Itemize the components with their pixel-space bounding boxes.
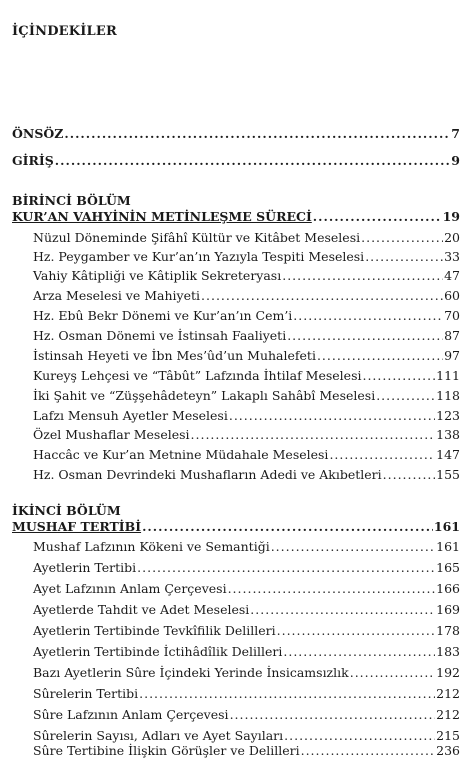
leader-dots	[313, 210, 442, 224]
toc-section-page: 161	[433, 519, 460, 534]
toc-entry[interactable]	[33, 645, 460, 659]
toc-entry[interactable]	[33, 744, 460, 758]
toc-entry-title: Nüzul Döneminde Şifâhî Kültür ve Kitâbet Meselesi	[33, 230, 361, 245]
leader-dots	[376, 389, 435, 403]
toc-entry[interactable]	[33, 687, 460, 701]
part-label: BİRİNCİ BÖLÜM	[12, 193, 131, 208]
leader-dots	[361, 231, 443, 245]
toc-entry-page: 111	[436, 368, 460, 383]
leader-dots	[283, 645, 435, 659]
leader-dots	[201, 289, 443, 303]
toc-entry-title: Sûre Tertibine İlişkin Görüşler ve Delilleri	[33, 743, 300, 758]
leader-dots	[301, 744, 436, 758]
toc-entry-page: 20	[444, 230, 460, 245]
toc-entry-page: 33	[444, 249, 460, 264]
leader-dots	[229, 409, 435, 423]
toc-entry[interactable]	[33, 269, 460, 283]
toc-entry[interactable]	[33, 349, 460, 363]
toc-entry-page: 123	[436, 408, 460, 423]
toc-entry-page: 178	[436, 623, 460, 638]
leader-dots	[137, 561, 435, 575]
toc-entry-title: İki Şahit ve “Züşşehâdeteyn” Lakaplı Sahâbî Meselesi	[33, 388, 376, 403]
leader-dots	[383, 468, 435, 482]
leader-dots	[329, 448, 435, 462]
leader-dots	[293, 309, 443, 323]
toc-entry-page: 138	[436, 427, 460, 442]
toc-entry-page: 236	[436, 743, 460, 758]
toc-entry-page: 60	[444, 288, 460, 303]
toc-entry-title: Hz. Peygamber ve Kur’an’ın Yazıyla Tespiti Meselesi	[33, 249, 365, 264]
toc-entry-title: Hz. Osman Dönemi ve İstinsah Faaliyeti	[33, 328, 287, 343]
toc-entry[interactable]	[33, 540, 460, 554]
toc-entry-title: Mushaf Lafzının Kökeni ve Semantiği	[33, 539, 270, 554]
leader-dots	[282, 269, 443, 283]
toc-entry[interactable]	[33, 289, 460, 303]
toc-entry-title: Ayetlerin Tertibi	[33, 560, 137, 575]
toc-entry-page: 97	[444, 348, 460, 363]
toc-section-title: MUSHAF TERTİBİ	[12, 519, 142, 534]
toc-entry-title: Ayet Lafzının Anlam Çerçevesi	[33, 581, 227, 596]
toc-entry-page: 165	[436, 560, 460, 575]
toc-entry[interactable]	[33, 708, 460, 722]
toc-entry-page: 118	[436, 388, 460, 403]
leader-dots	[55, 154, 451, 168]
toc-entry-page: 161	[436, 539, 460, 554]
toc-entry[interactable]	[33, 468, 460, 482]
toc-entry-page: 9	[451, 153, 460, 168]
toc-entry[interactable]	[33, 389, 460, 403]
toc-entry[interactable]	[33, 624, 460, 638]
leader-dots	[250, 603, 435, 617]
leader-dots	[284, 729, 435, 743]
toc-entry-title: Bazı Ayetlerin Sûre İçindeki Yerinde İnsicamsızlık	[33, 665, 349, 680]
toc-entry-page: 183	[436, 644, 460, 659]
toc-entry[interactable]	[33, 582, 460, 596]
leader-dots	[350, 666, 435, 680]
page-title: İÇİNDEKİLER	[12, 24, 118, 39]
toc-entry-title: GİRİŞ	[12, 153, 54, 168]
leader-dots	[230, 708, 436, 722]
toc-section-title: KUR’AN VAHYİNİN METİNLEŞME SÜRECİ	[12, 209, 312, 224]
toc-section[interactable]	[12, 520, 460, 534]
toc-entry-page: 212	[436, 686, 460, 701]
leader-dots	[277, 624, 436, 638]
toc-entry-title: Özel Mushaflar Meselesi	[33, 427, 190, 442]
toc-entry[interactable]	[33, 448, 460, 462]
toc-entry-title: Ayetlerde Tahdit ve Adet Meselesi	[33, 602, 250, 617]
toc-entry[interactable]	[33, 231, 460, 245]
toc-entry-page: 215	[436, 728, 460, 743]
toc-entry[interactable]	[33, 603, 460, 617]
toc-entry-onsoz[interactable]	[12, 127, 460, 141]
toc-entry-page: 70	[444, 308, 460, 323]
toc-entry-title: Arza Meselesi ve Mahiyeti	[33, 288, 201, 303]
leader-dots	[191, 428, 436, 442]
toc-entry-title: Haccâc ve Kur’an Metnine Müdahale Meselesi	[33, 447, 329, 462]
leader-dots	[317, 349, 443, 363]
toc-entry-title: ÖNSÖZ	[12, 126, 64, 141]
toc-entry-title: Sûre Lafzının Anlam Çerçevesi	[33, 707, 229, 722]
leader-dots	[142, 520, 433, 534]
toc-entry[interactable]	[33, 329, 460, 343]
toc-entry-page: 192	[436, 665, 460, 680]
toc-section[interactable]	[12, 210, 460, 224]
toc-entry-title: Ayetlerin Tertibinde Tevkîfilik Delilleri	[33, 623, 276, 638]
toc-entry-page: 166	[436, 581, 460, 596]
toc-entry-title: Kureyş Lehçesi ve “Tâbût” Lafzında İhtilaf Meselesi	[33, 368, 362, 383]
leader-dots	[287, 329, 443, 343]
toc-entry-page: 212	[436, 707, 460, 722]
toc-entry-title: Ayetlerin Tertibinde İctihâdîlik Delilleri	[33, 644, 283, 659]
leader-dots	[139, 687, 435, 701]
toc-entry-giris[interactable]	[12, 154, 460, 168]
toc-entry[interactable]	[33, 666, 460, 680]
toc-entry-title: Hz. Osman Devrindeki Mushafların Adedi ve Akıbetleri	[33, 467, 382, 482]
toc-entry-title: Sûrelerin Sayısı, Adları ve Ayet Sayıları	[33, 728, 284, 743]
leader-dots	[362, 369, 435, 383]
toc-entry[interactable]	[33, 409, 460, 423]
toc-entry[interactable]	[33, 729, 460, 743]
toc-entry-title: İstinsah Heyeti ve İbn Mes’ûd’un Muhalefeti	[33, 348, 316, 363]
toc-entry-title: Hz. Ebû Bekr Dönemi ve Kur’an’ın Cem’i	[33, 308, 293, 323]
toc-entry[interactable]	[33, 428, 460, 442]
toc-entry-title: Lafzı Mensuh Ayetler Meselesi	[33, 408, 228, 423]
toc-entry-title: Vahiy Kâtipliği ve Kâtiplik Sekreteryası	[33, 268, 282, 283]
toc-section-page: 19	[442, 209, 460, 224]
leader-dots	[64, 127, 450, 141]
leader-dots	[365, 250, 443, 264]
toc-entry[interactable]	[33, 369, 460, 383]
toc-entry-page: 169	[436, 602, 460, 617]
part-label: İKİNCİ BÖLÜM	[12, 503, 121, 518]
toc-entry-page: 87	[444, 328, 460, 343]
toc-entry[interactable]	[33, 561, 460, 575]
toc-entry[interactable]	[33, 309, 460, 323]
toc-entry-page: 147	[436, 447, 460, 462]
toc-entry-page: 47	[444, 268, 460, 283]
leader-dots	[228, 582, 436, 596]
toc-entry-title: Sûrelerin Tertibi	[33, 686, 139, 701]
toc-entry[interactable]	[33, 250, 460, 264]
toc-entry-page: 155	[436, 467, 460, 482]
leader-dots	[271, 540, 435, 554]
toc-entry-page: 7	[451, 126, 460, 141]
